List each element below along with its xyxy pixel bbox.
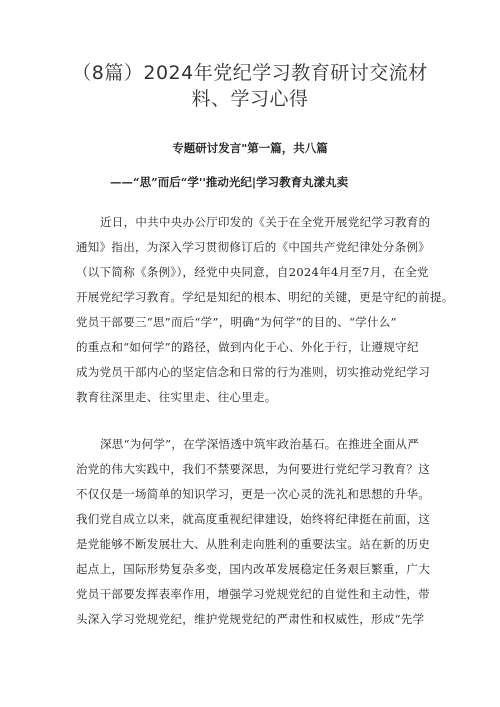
paragraph-2-line: 深思“为何学”，在学深悟透中筑牢政治基石。在推进全面从严 bbox=[100, 437, 420, 451]
paragraph-1-line: 近日，中共中央办公厅印发的《关于在全党开展党纪学习教育的 bbox=[100, 215, 431, 229]
section-heading: 专题研讨发言"第一篇，共八篇 bbox=[172, 141, 328, 155]
paragraph-2-line: 是党能够不断发展壮大、从胜利走向胜利的重要法宝。站在新的历史 bbox=[76, 537, 430, 551]
paragraph-2-line: 我们党自成立以来，就高度重视纪律建设，始终将纪律挺在前面，这 bbox=[76, 512, 430, 526]
paragraph-1-line: 开展党纪学习教育。学纪是知纪的根本、明纪的关键，更是守纪的前提。 bbox=[76, 290, 454, 304]
paragraph-2-line: 不仅仅是一场简单的知识学习，更是一次心灵的洗礼和思想的升华。 bbox=[76, 487, 430, 501]
paragraph-1-line: （以下简称《条例》），经党中央同意，自2024年4月至7月，在全党 bbox=[76, 265, 429, 279]
paragraph-1-line: 通知》指出，为深入学习贯彻修订后的《中国共产党纪律处分条例》 bbox=[76, 240, 430, 254]
document-title-line-2: 料、学习心得 bbox=[191, 88, 309, 110]
paragraph-2-line: 党员干部要发挥表率作用，增强学习党规党纪的自觉性和主动性，带 bbox=[76, 587, 430, 601]
document-title-line-1: （8篇）2024年党纪学习教育研讨交流材 bbox=[72, 62, 428, 84]
paragraph-2-line: 起点上，国际形势复杂多变，国内改革发展稳定任务艰巨繁重，广大 bbox=[76, 562, 430, 576]
paragraph-1-line: 的重点和“如何学”的路径，做到内化于心、外化于行，让遵规守纪 bbox=[76, 340, 419, 354]
paragraph-2-line: 头深入学习党规党纪，维护党规党纪的严肃性和权威性，形成“先学 bbox=[76, 612, 425, 626]
paragraph-1-line: 党员干部要三“思”而后“学”，明确“为何学”的目的、“学什么” bbox=[76, 315, 397, 329]
paragraph-1-line: 成为党员干部内心的坚定信念和日常的行为准则，切实推动党纪学习 bbox=[76, 365, 430, 379]
paragraph-1-line: 教育往深里走、往实里走、往心里走。 bbox=[76, 390, 277, 404]
paragraph-2-line: 治党的伟大实践中，我们不禁要深思，为何要进行党纪学习教育？这 bbox=[76, 462, 430, 476]
sub-heading: ——“思”而后“学''推动光纪|学习教育丸漾丸卖 bbox=[110, 175, 349, 189]
